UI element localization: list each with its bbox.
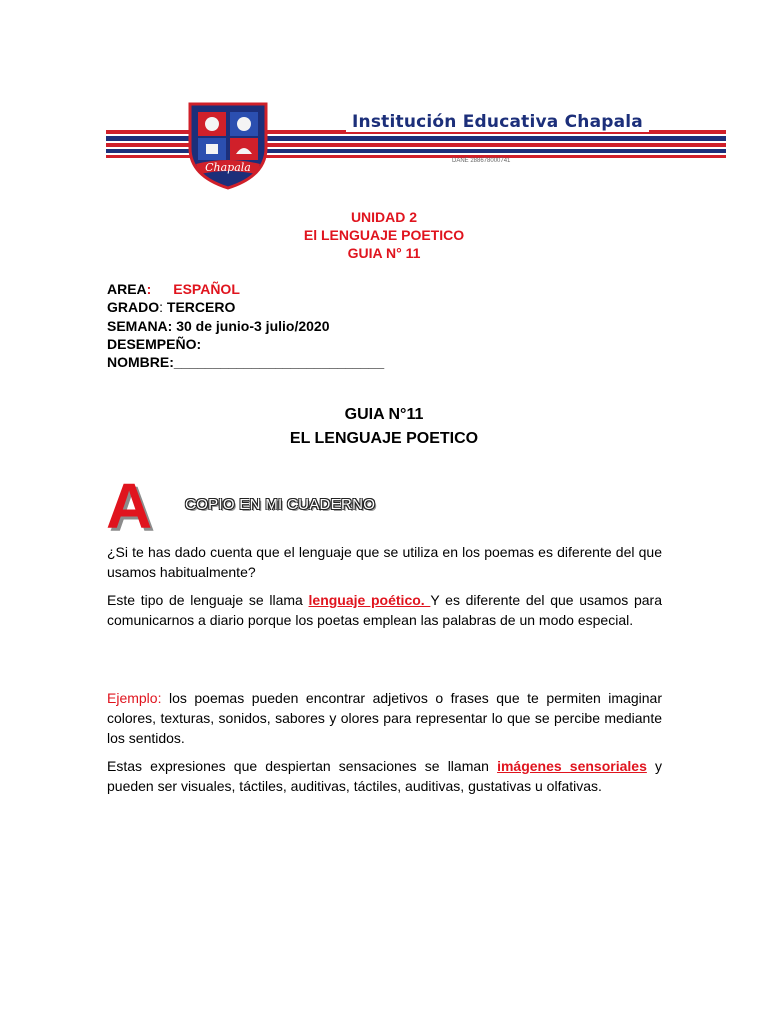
area-line: AREA: ESPAÑOL [107,281,240,297]
grado-value: TERCERO [166,299,236,315]
guide-title: GUIA N°11 [344,406,424,423]
paragraph-sensory-images: Estas expresiones que despiertan sensaciones se llaman imágenes sensoriales y pueden ser visuales, táctiles, auditivas, táctiles, auditivas, gustativas u olfativas. [107,758,662,794]
area-value: ESPAÑOL [173,281,240,297]
term-lenguaje-poetico: lenguaje poético. [308,592,431,608]
example-label: Ejemplo: [107,690,162,706]
paragraph-definition: Este tipo de lenguaje se llama lenguaje poético. Y es diferente del que usamos para comunicarnos a diario porque los poetas emplean las palabras de un modo especial. [107,592,662,628]
section-letter-a: A [106,470,153,542]
term-imagenes-sensoriales: imágenes sensoriales [497,758,647,774]
svg-text:Chapala: Chapala [205,161,251,174]
paragraph-question: ¿Si te has dado cuenta que el lenguaje que se utiliza en los poemas es diferente del que usamos habitualmente? [107,544,662,580]
guide-number: GUIA N° 11 [347,245,421,261]
dane-code: DANE 288678000741 [448,158,514,164]
nombre-line: NOMBRE:___________________________ [107,354,385,370]
desempeno-line: DESEMPEÑO: [107,336,202,352]
grado-line: GRADO: TERCERO [107,299,236,315]
topic-title: El LENGUAJE POETICO [303,227,465,243]
unit-title: UNIDAD 2 [350,209,418,225]
paragraph-example: Ejemplo: los poemas pueden encontrar adjetivos o frases que te permiten imaginar colores, texturas, sonidos, sabores y olores para representar lo que se percibe mediante los sentidos. [107,690,662,746]
school-crest-logo [182,98,274,190]
section-heading: COPIO EN MI CUADERNO [185,496,376,513]
guide-subtitle: EL LENGUAJE POETICO [289,430,479,447]
institution-name: Institución Educativa Chapala [346,112,649,132]
semana-line: SEMANA: 30 de junio-3 julio/2020 [107,318,330,334]
header-banner [106,98,726,190]
